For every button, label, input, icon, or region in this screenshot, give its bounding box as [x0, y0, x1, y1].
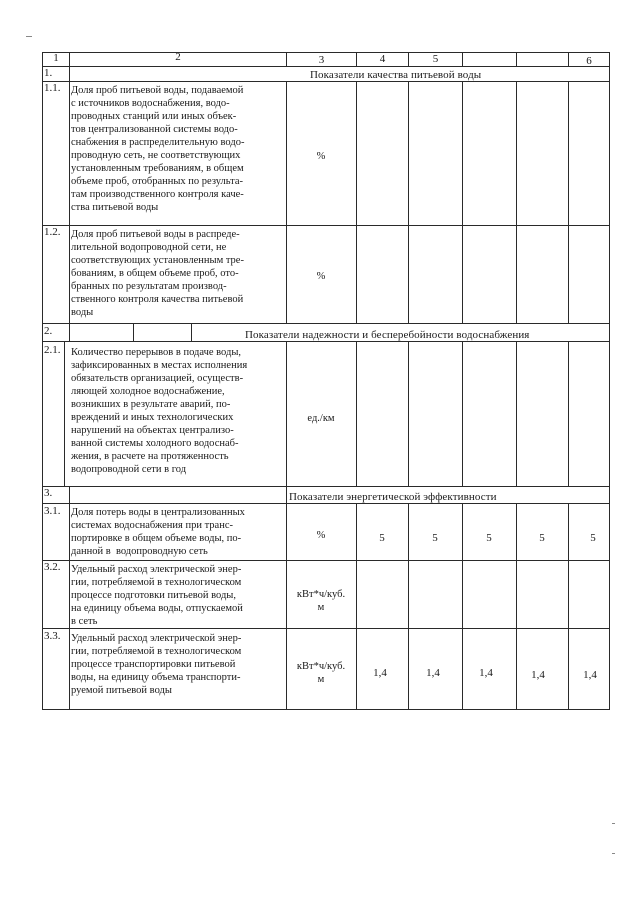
row-3-1-value-4: 5: [379, 532, 385, 544]
row-3-3-value-4: 1,4: [373, 667, 387, 679]
header-col-1: 1: [53, 52, 59, 64]
scan-mark: [26, 36, 32, 37]
row-3-1-number: 3.1.: [44, 505, 61, 517]
row-3-3-value-8: 1,4: [583, 669, 597, 681]
row-3-2-number: 3.2.: [44, 561, 61, 573]
row-3-2-unit: кВт*ч/куб. м: [296, 589, 346, 613]
row-2-1-unit: ед./км: [307, 413, 335, 424]
header-col-6: 6: [586, 55, 592, 67]
header-col-3: 3: [318, 54, 325, 66]
row-3-3-value-6: 1,4: [479, 667, 493, 679]
section-3-title: Показатели энергетической эффективности: [289, 491, 497, 503]
row-2-1-description: Количество перерывов в подаче воды, зафиксированных в местах исполнения обязательств организацией, осуществ- ляющей холодное водоснабжение, возникших в результате аварий, по- вреждений и иных технологических нарушений на объектах централизо- ванной системы холодного водоснаб- жения, в расчете на протяженность водопроводной сети в год: [71, 347, 248, 475]
header-col-5: 5: [432, 53, 439, 65]
row-3-1-value-6: 5: [486, 532, 492, 544]
row-3-3-description: Удельный расход электрической энер- гии, потребляемой в технологическом процессе транспортировки питьевой воды, на единицу объема транспорти- руемой питьевой воды: [71, 633, 242, 696]
row-1-1-description: Доля проб питьевой воды, подаваемой с источников водоснабжения, водо- проводных станций или иных объек- тов централизованной системы водо- снабжения в распределительную водо- проводную сеть, не соответствующих установленным требованиям, в общем объеме проб, отобранных по результа- там производственного контроля каче- ства питьевой воды: [71, 85, 245, 213]
row-3-3-value-5: 1,4: [426, 667, 440, 679]
row-1-2-unit: %: [316, 271, 326, 282]
scan-mark: [612, 853, 615, 854]
row-3-1-value-5: 5: [432, 532, 438, 544]
row-1-1-unit: %: [316, 151, 326, 162]
row-2-1-number: 2.1.: [44, 344, 61, 356]
row-3-1-value-7: 5: [539, 532, 545, 544]
row-1-1-number: 1.1.: [44, 82, 61, 94]
row-3-3-number: 3.3.: [44, 630, 61, 642]
header-col-2: 2: [175, 51, 181, 63]
row-3-2-description: Удельный расход электрической энер- гии, потребляемой в технологическом процессе подготовки питьевой воды, на единицу объема воды, отпускаемой в сеть: [71, 564, 243, 627]
row-3-1-description: Доля потерь воды в централизованных системах водоснабжения при транс- портировке в общем объеме воды, по- данной в водопроводную сеть: [71, 507, 245, 557]
row-3-3-unit: кВт*ч/куб. м: [296, 661, 346, 685]
section-2-number: 2.: [44, 325, 53, 337]
header-col-4: 4: [379, 53, 386, 65]
section-1-title: Показатели качества питьевой воды: [310, 69, 482, 81]
section-1-number: 1.: [44, 67, 53, 79]
row-1-2-number: 1.2.: [44, 226, 61, 238]
scan-mark: [612, 823, 615, 824]
row-3-1-unit: %: [316, 530, 326, 541]
row-1-2-description: Доля проб питьевой воды в распреде- лительной водопроводной сети, не соответствующих установленным тре- бованиям, в общем объеме проб, ото- бранных по результатам производ- ственного контроля качества питьевой воды: [71, 229, 244, 318]
row-3-3-value-7: 1,4: [531, 669, 545, 681]
section-3-number: 3.: [44, 487, 53, 499]
section-2-title: Показатели надежности и бесперебойности водоснабжения: [245, 329, 530, 341]
row-3-1-value-8: 5: [590, 532, 596, 544]
